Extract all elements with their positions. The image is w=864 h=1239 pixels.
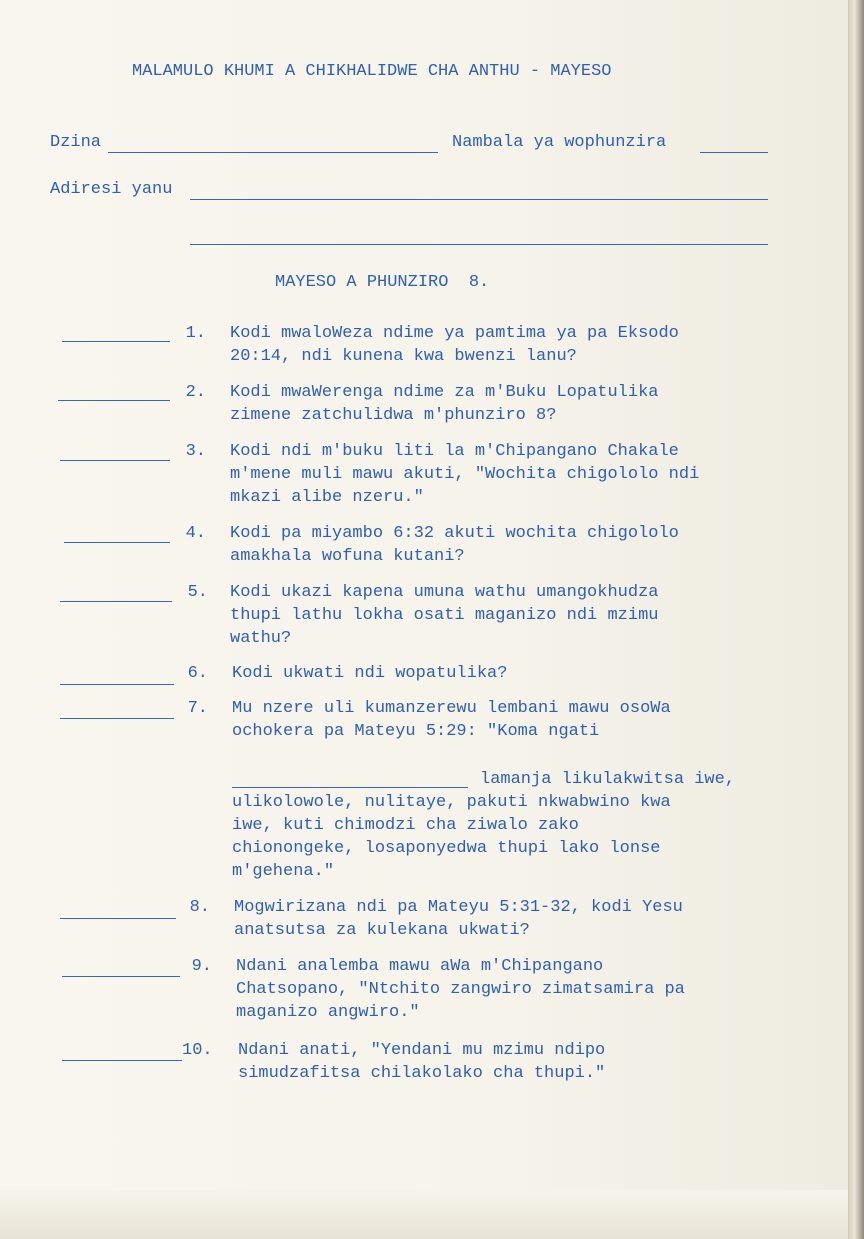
question-line: chionongeke, losaponyedwa thupi lako lonse [232,839,661,858]
question-line: wathu? [230,629,292,648]
question-8 [234,896,794,942]
name-label: Dzina [50,133,102,152]
question-line: Kodi ukwati ndi wopatulika? [232,664,508,683]
question-number: 1. [185,324,206,343]
question-line: Kodi ndi m'buku liti la m'Chipangano Chakale [230,442,679,461]
question-line: anatsutsa za kulekana ukwati? [234,921,530,940]
section-title: MAYESO A PHUNZIRO 8. [275,273,490,292]
question-line: lamanja likulakwitsa iwe, [480,770,736,789]
answer-line-8[interactable] [60,918,176,919]
question-number: 2. [185,383,206,402]
question-line: simudzafitsa chilakolako cha thupi." [238,1064,606,1083]
name-field[interactable] [108,152,438,153]
answer-line-9[interactable] [62,976,180,977]
question-3 [230,440,790,509]
question-10 [238,1039,798,1085]
answer-line-6[interactable] [60,684,174,685]
question-line: thupi lathu lokha osati maganizo ndi mzimu [230,606,659,625]
question-9 [236,955,796,1024]
question-1 [230,322,790,368]
question-number: 4. [185,524,206,543]
address-field-line-2[interactable] [190,244,768,245]
question-line: Kodi pa miyambo 6:32 akuti wochita chigololo [230,524,679,543]
question-6 [232,662,792,685]
question-line: Mu nzere uli kumanzerewu lembani mawu osoWa [232,699,671,718]
answer-line-7[interactable] [60,718,174,719]
question-2 [230,381,790,427]
page-edge [848,0,864,1239]
question-number: 9. [191,957,212,976]
question-number: 5. [187,583,208,602]
question-5 [230,581,790,650]
question-7-continued [232,768,792,883]
page-bottom [0,1190,848,1239]
question-line: Mogwirizana ndi pa Mateyu 5:31-32, kodi Yesu [234,898,683,917]
question-line: Ndani analemba mawu aWa m'Chipangano [236,957,604,976]
question-line: mkazi alibe nzeru." [230,488,424,507]
answer-line-4[interactable] [64,542,170,543]
question-number: 7. [187,699,208,718]
address-label: Adiresi yanu [50,180,173,199]
student-number-field[interactable] [700,152,768,153]
address-field-line-1[interactable] [190,199,768,200]
question-line: amakhala wofuna kutani? [230,547,465,566]
question-number: 6. [187,664,208,683]
question-line: Kodi ukazi kapena umuna wathu umangokhudza [230,583,659,602]
page-title: MALAMULO KHUMI A CHIKHALIDWE CHA ANTHU - MAYESO [132,62,612,81]
question-line: m'mene muli mawu akuti, "Wochita chigololo ndi [230,465,700,484]
question-4 [230,522,790,568]
answer-line-3[interactable] [60,460,170,461]
answer-line-5[interactable] [60,601,172,602]
question-line: ochokera pa Mateyu 5:29: "Koma ngati [232,722,600,741]
answer-line-2[interactable] [58,400,170,401]
question-line: 20:14, ndi kunena kwa bwenzi lanu? [230,347,577,366]
question-7 [232,697,792,743]
question-number: 3. [185,442,206,461]
question-line: m'gehena." [232,862,335,881]
question-line: Chatsopano, "Ntchito zangwiro zimatsamira pa [236,980,685,999]
question-line: Ndani anati, "Yendani mu mzimu ndipo [238,1041,606,1060]
answer-line-1[interactable] [62,341,170,342]
question-number: 10. [182,1041,213,1060]
question-line: maganizo angwiro." [236,1003,420,1022]
question-number: 8. [189,898,210,917]
question-line: iwe, kuti chimodzi cha ziwalo zako [232,816,579,835]
question-line: Kodi mwaloWeza ndime ya pamtima ya pa Eksodo [230,324,679,343]
question-line: ulikolowole, nulitaye, pakuti nkwabwino kwa [232,793,671,812]
student-number-label: Nambala ya wophunzira [452,133,667,152]
question-line: zimene zatchulidwa m'phunziro 8? [230,406,557,425]
question-line: Kodi mwaWerenga ndime za m'Buku Lopatulika [230,383,659,402]
answer-line-10[interactable] [62,1060,182,1061]
